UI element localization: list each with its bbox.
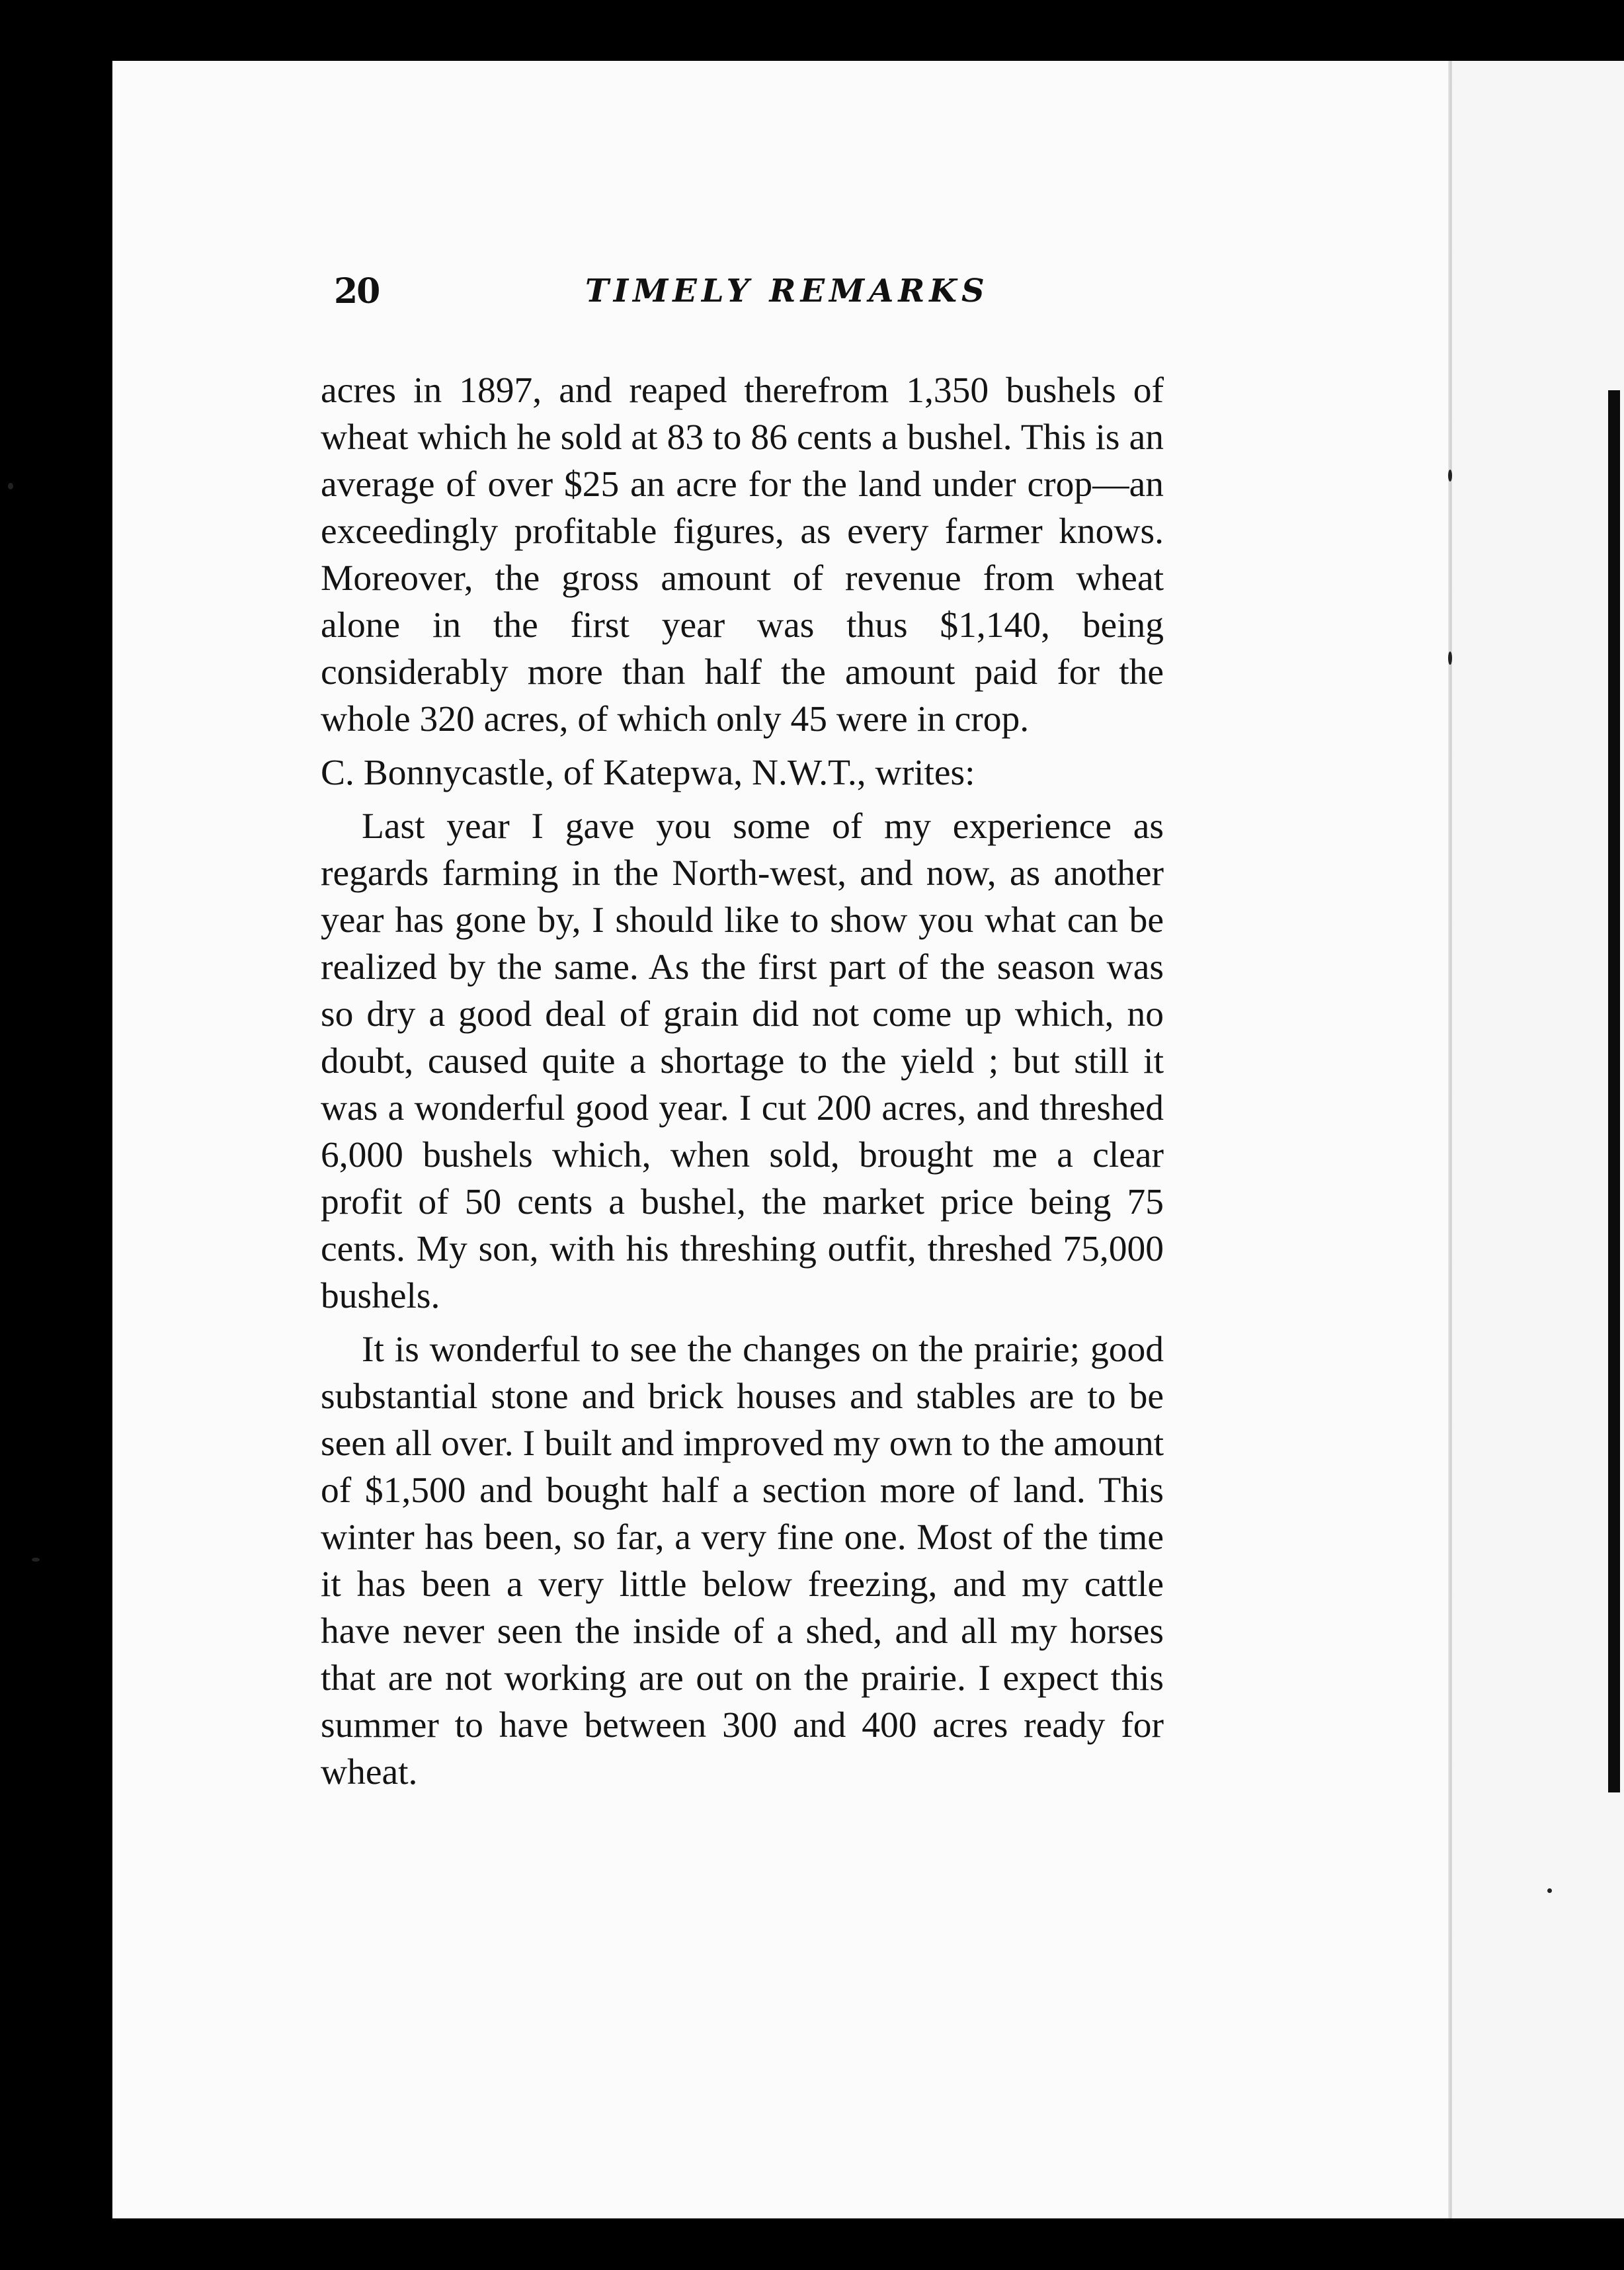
scan-speck bbox=[8, 483, 13, 489]
paragraph-letter-1: Last year I gave you some of my experience as regards farming in the North-west, and now, as another year has gone by, I should like to show you what can be realized by the same. As the first part of the season was so dry a good deal of grain did not come up which, no doubt, caused quite a shortage to the yield ; but still it was a wonderful good year. I cut 200 acres, and threshed 6,000 bushels which, when sold, brought me a clear profit of 50 cents a bushel, the market price being 75 cents. My son, with his threshing outfit, threshed 75,000 bushels. bbox=[321, 806, 1164, 1316]
facing-page-edge bbox=[1452, 61, 1624, 2218]
scan-speck bbox=[32, 1558, 40, 1562]
paragraph-continued: acres in 1897, and reaped therefrom 1,350 bushels of wheat which he sold at 83 to 86 cents a bushel. This is an average of over $25 an acre for the land under crop—an exceedingly profitable figures, as every farmer knows. Moreover, the gross amount of revenue from wheat alone in the first year was thus $1,140, being considerably more than half the amount paid for the whole 320 acres, of which only 45 were in crop. bbox=[321, 370, 1164, 739]
page-number: 20 bbox=[334, 271, 380, 312]
facing-page-dark-edge bbox=[1608, 390, 1620, 1792]
scan-speck bbox=[1547, 1888, 1552, 1893]
page-header bbox=[0, 271, 1624, 324]
body-text bbox=[321, 367, 1164, 1796]
scan-speck bbox=[1448, 652, 1452, 665]
paragraph-letter-2: It is wonderful to see the changes on the prairie; good substantial stone and brick houses and stables are to be seen all over. I built and improved my own to the amount of $1,500 and bought half a section more of land. This winter has been, so far, a very fine one. Most of the time it has been a very little below freezing, and my cattle have never seen the inside of a shed, and all my horses that are not working are out on the prairie. I expect this summer to have between 300 and 400 acres ready for wheat. bbox=[321, 1329, 1164, 1792]
running-title: TIMELY REMARKS bbox=[585, 273, 989, 310]
paragraph-attribution: C. Bonnycastle, of Katepwa, N.W.T., writes: bbox=[321, 753, 975, 793]
scan-speck bbox=[1448, 470, 1452, 482]
